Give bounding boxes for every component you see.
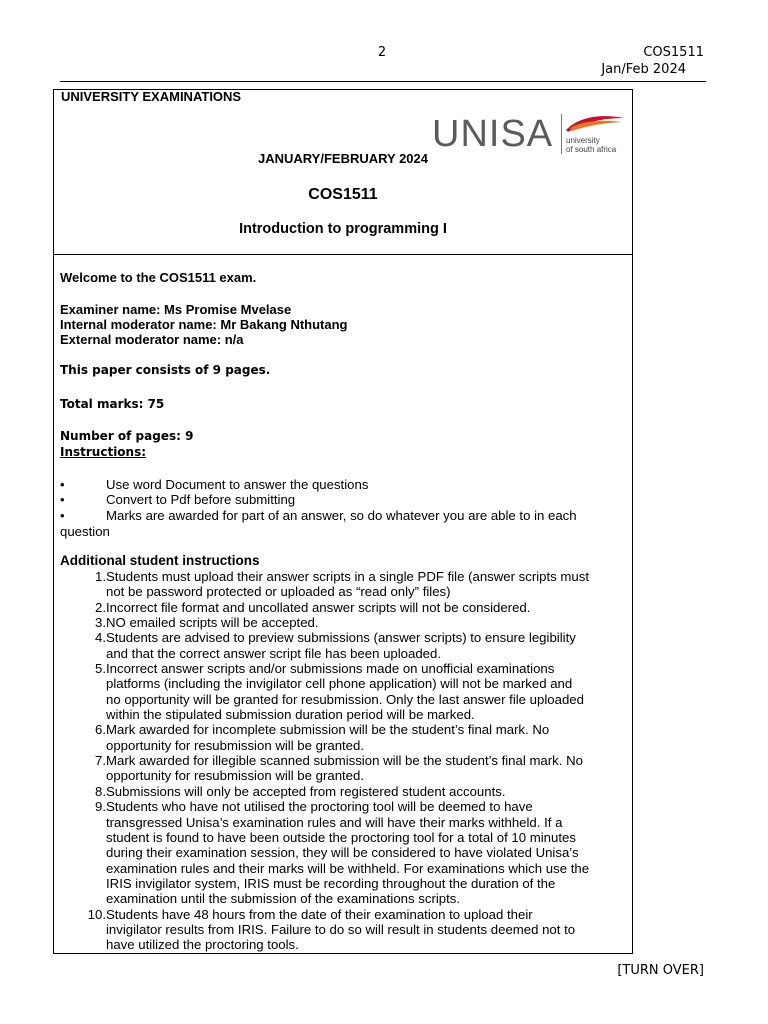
university-examinations-heading: UNIVERSITY EXAMINATIONS <box>61 89 242 104</box>
logo-divider <box>561 114 562 154</box>
item-number: 6. <box>95 722 106 738</box>
item-line: and that the correct answer script file has been uploaded. <box>106 645 442 661</box>
item-line: Mark awarded for illegible scanned submission will be the student’s final mark. No <box>106 753 583 769</box>
logo-subtitle-line1: university <box>566 136 600 145</box>
item-line: Mark awarded for incomplete submission will be the student’s final mark. No <box>106 722 550 738</box>
list-item <box>60 722 630 753</box>
header-session: Jan/Feb 2024 <box>601 62 686 77</box>
item-number: 3. <box>95 615 106 631</box>
item-number: 1. <box>95 569 106 584</box>
exam-period: JANUARY/FEBRUARY 2024 <box>257 151 428 166</box>
instructions-title: Instructions: <box>60 445 147 459</box>
instruction-item: Convert to Pdf before submitting <box>106 492 296 507</box>
examiner-name: Examiner name: Ms Promise Mvelase <box>60 302 292 317</box>
item-line: student is found to have been outside the proctoring tool for a total of 10 minutes <box>106 829 576 845</box>
item-line: opportunity for resubmission will be granted. <box>106 737 365 753</box>
item-line: NO emailed scripts will be accepted. <box>106 615 319 631</box>
item-number: 8. <box>95 783 106 799</box>
instruction-item: Marks are awarded for part of an answer, so do whatever you are able to in each <box>106 508 577 523</box>
frame-divider <box>53 254 633 255</box>
item-line: no opportunity will be granted for resubmission. Only the last answer file uploaded <box>106 691 584 707</box>
list-item <box>60 661 630 722</box>
list-item <box>60 615 630 630</box>
item-number: 4. <box>95 630 106 646</box>
header-rule <box>60 81 706 82</box>
item-line: platforms (including the invigilator cell phone application) will not be marked and <box>106 676 573 692</box>
welcome-line: Welcome to the COS1511 exam. <box>60 270 257 285</box>
item-line: within the stipulated submission duration period will be marked. <box>106 707 475 723</box>
item-line: have utilized the proctoring tools. <box>106 937 299 953</box>
item-line: Students have 48 hours from the date of their examination to upload their <box>106 906 533 922</box>
item-line: Incorrect answer scripts and/or submissions made on unofficial examinations <box>106 661 555 677</box>
list-item <box>60 753 630 784</box>
item-number: 7. <box>95 753 106 769</box>
item-line: during their examination session, they will be considered to have violated Unisa’s <box>106 845 579 861</box>
item-line: Students are advised to preview submissions (answer scripts) to ensure legibility <box>106 630 576 646</box>
additional-instructions-list <box>60 569 630 953</box>
paper-pages-line: This paper consists of 9 pages. <box>60 363 271 377</box>
item-line: IRIS invigilator system, IRIS must be recording throughout the duration of the <box>106 875 556 891</box>
number-of-pages: Number of pages: 9 <box>60 429 194 443</box>
list-item <box>60 784 630 799</box>
logo-subtitle-line2: of south africa <box>566 145 617 154</box>
internal-moderator-name: Internal moderator name: Mr Bakang Nthutang <box>60 317 348 332</box>
bullet-icon: • <box>60 508 65 523</box>
list-item <box>60 799 630 906</box>
item-line: examination until the submission of the examinations scripts. <box>106 891 461 907</box>
item-line: Incorrect file format and uncollated answer scripts will not be considered. <box>106 599 531 615</box>
list-item <box>60 569 630 600</box>
item-line: Students must upload their answer scripts in a single PDF file (answer scripts must <box>106 569 589 584</box>
item-line: examination rules and their marks will be withheld. For examinations which use the <box>106 860 590 876</box>
item-line: Submissions will only be accepted from registered student accounts. <box>106 783 506 799</box>
item-number: 2. <box>95 599 106 615</box>
item-line: transgressed Unisa’s examination rules and will have their marks withheld. If a <box>106 814 563 830</box>
turn-over-note: [TURN OVER] <box>617 963 704 978</box>
bullet-icon: • <box>60 492 65 507</box>
header-course-code: COS1511 <box>643 45 704 60</box>
list-item <box>60 600 630 615</box>
item-number: 5. <box>95 661 106 677</box>
item-line: not be password protected or uploaded as “read only” files) <box>106 584 451 600</box>
item-line: opportunity for resubmission will be granted. <box>106 768 365 784</box>
course-name: Introduction to programming I <box>239 221 447 237</box>
item-line: Students who have not utilised the proctoring tool will be deemed to have <box>106 799 533 815</box>
logo-wordmark: UNISA <box>432 113 554 155</box>
item-number: 10. <box>87 906 106 922</box>
list-item <box>60 907 630 953</box>
list-item <box>60 630 630 661</box>
total-marks: Total marks: 75 <box>60 397 165 411</box>
instruction-item: Use word Document to answer the questions <box>106 477 369 492</box>
course-title: COS1511 <box>308 186 378 203</box>
additional-instructions-title: Additional student instructions <box>60 553 260 568</box>
bullet-icon: • <box>60 477 65 492</box>
logo-swoosh-icon <box>564 112 626 134</box>
instruction-continuation: question <box>60 524 110 539</box>
external-moderator-name: External moderator name: n/a <box>60 332 244 347</box>
page-number: 2 <box>377 45 387 60</box>
item-line: invigilator results from IRIS. Failure to do so will result in students deemed not to <box>106 921 576 937</box>
item-number: 9. <box>95 799 106 815</box>
